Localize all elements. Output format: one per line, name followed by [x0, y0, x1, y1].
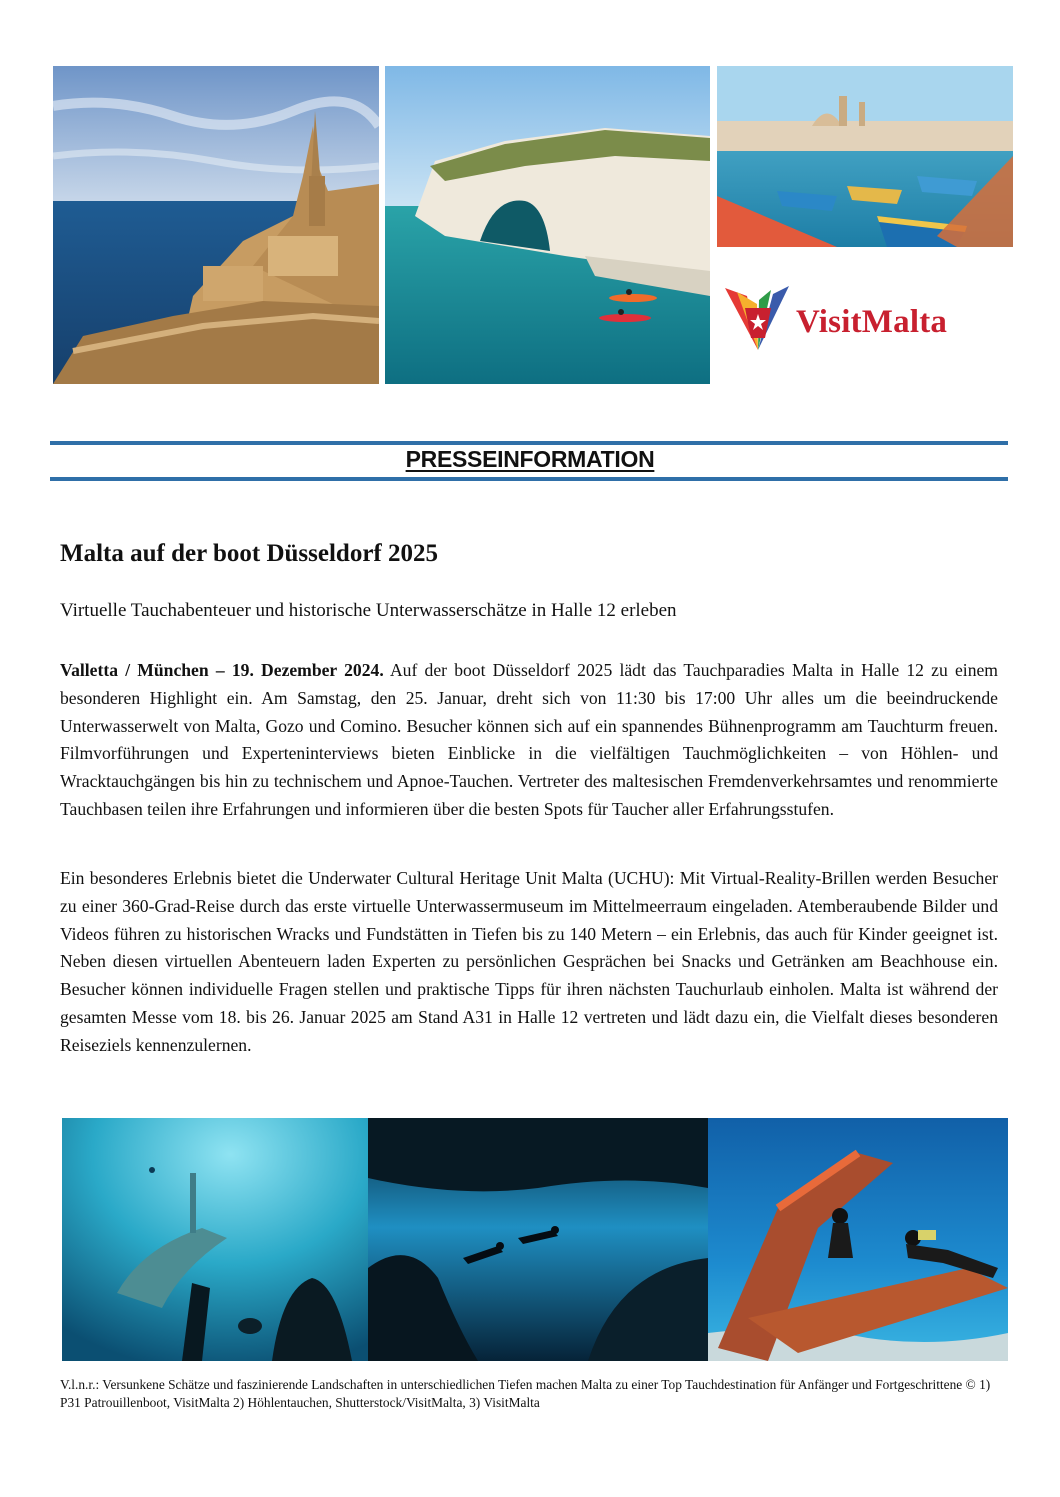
press-banner-title: PRESSEINFORMATION: [405, 446, 655, 472]
anchor-wreck-divers-photo: [708, 1118, 1008, 1361]
photo-caption: V.l.n.r.: Versunkene Schätze und faszinierende Landschaften in unterschiedlichen Tiefen machen Malta zu einer Top Tauchdestination für Anfänger und Fortgeschrittene © 1) P31 Patrouillenboot, VisitMalta 2) Höhlentauchen, Shutterstock/VisitMalta, 3) VisitMalta: [60, 1377, 991, 1410]
cave-dive-photo: [368, 1118, 708, 1361]
marsaxlokk-harbour-photo: [717, 66, 1013, 247]
article-paragraph-2: Ein besonderes Erlebnis bietet die Underwater Cultural Heritage Unit Malta (UCHU): Mit Virtual-Reality-Brillen werden Besucher zu einer 360-Grad-Reise durch das erste virtuelle Unterwassermuseum im Mittelmeerraum eingeladen. Atemberaubende Bilder und Videos führen zu historischen Wracks und Fundstätten in Tiefen bis zu 140 Metern – ein Erlebnis, das auch für Kinder geeignet ist. Neben diesen virtuellen Abenteuern laden Experten zu persönlichen Gesprächen bei Snacks und Getränken am Beachhouse ein. Besucher können individuelle Fragen stellen und praktische Tipps für ihren nächsten Tauchurlaub einholen. Malta ist während der gesamten Messe vom 18. bis 26. Januar 2025 am Stand A31 in Halle 12 vertreten und lädt dazu ein, die Vielfalt dieses besonderen Reiseziels kennenzulernen.: [60, 868, 998, 1055]
wreck-dive-photo: [62, 1118, 368, 1361]
article-headline: Malta auf der boot Düsseldorf 2025: [60, 540, 439, 567]
visitmalta-logo-text: VisitMalta: [796, 304, 948, 340]
article-subheadline: Virtuelle Tauchabenteuer und historische Unterwasserschätze in Halle 12 erleben: [60, 600, 677, 621]
dateline: Valletta / München – 19. Dezember 2024.: [60, 660, 384, 680]
top-rule: [50, 441, 1008, 445]
coastal-cliff-kayak-photo: [385, 66, 710, 384]
paragraph-1-text: Auf der boot Düsseldorf 2025 lädt das Tauchparadies Malta in Halle 12 zu einem besonderen Highlight ein. Am Samstag, den 25. Januar, dreht sich von 11:30 bis 17:00 Uhr alles um die beeindruckende Unterwasserwelt von Malta, Gozo und Comino. Besucher können sich auf ein spannendes Bühnenprogramm am Tauchturm freuen. Filmvorführungen und Experteninterviews bieten Einblicke in die vielfältigen Tauchmöglichkeiten – von Höhlen- und Wracktauchgängen bis hin zu technischem und Apnoe-Tauchen. Vertreter des maltesischen Fremdenverkehrsamtes und renommierte Tauchbasen teilen ihre Erfahrungen und informieren über die besten Spots für Taucher aller Erfahrungsstufen.: [60, 660, 998, 819]
visitmalta-logo-icon: [725, 286, 791, 352]
article-paragraph-1: [60, 657, 998, 824]
bottom-rule: [50, 477, 1008, 481]
valletta-skyline-photo: [53, 66, 379, 384]
